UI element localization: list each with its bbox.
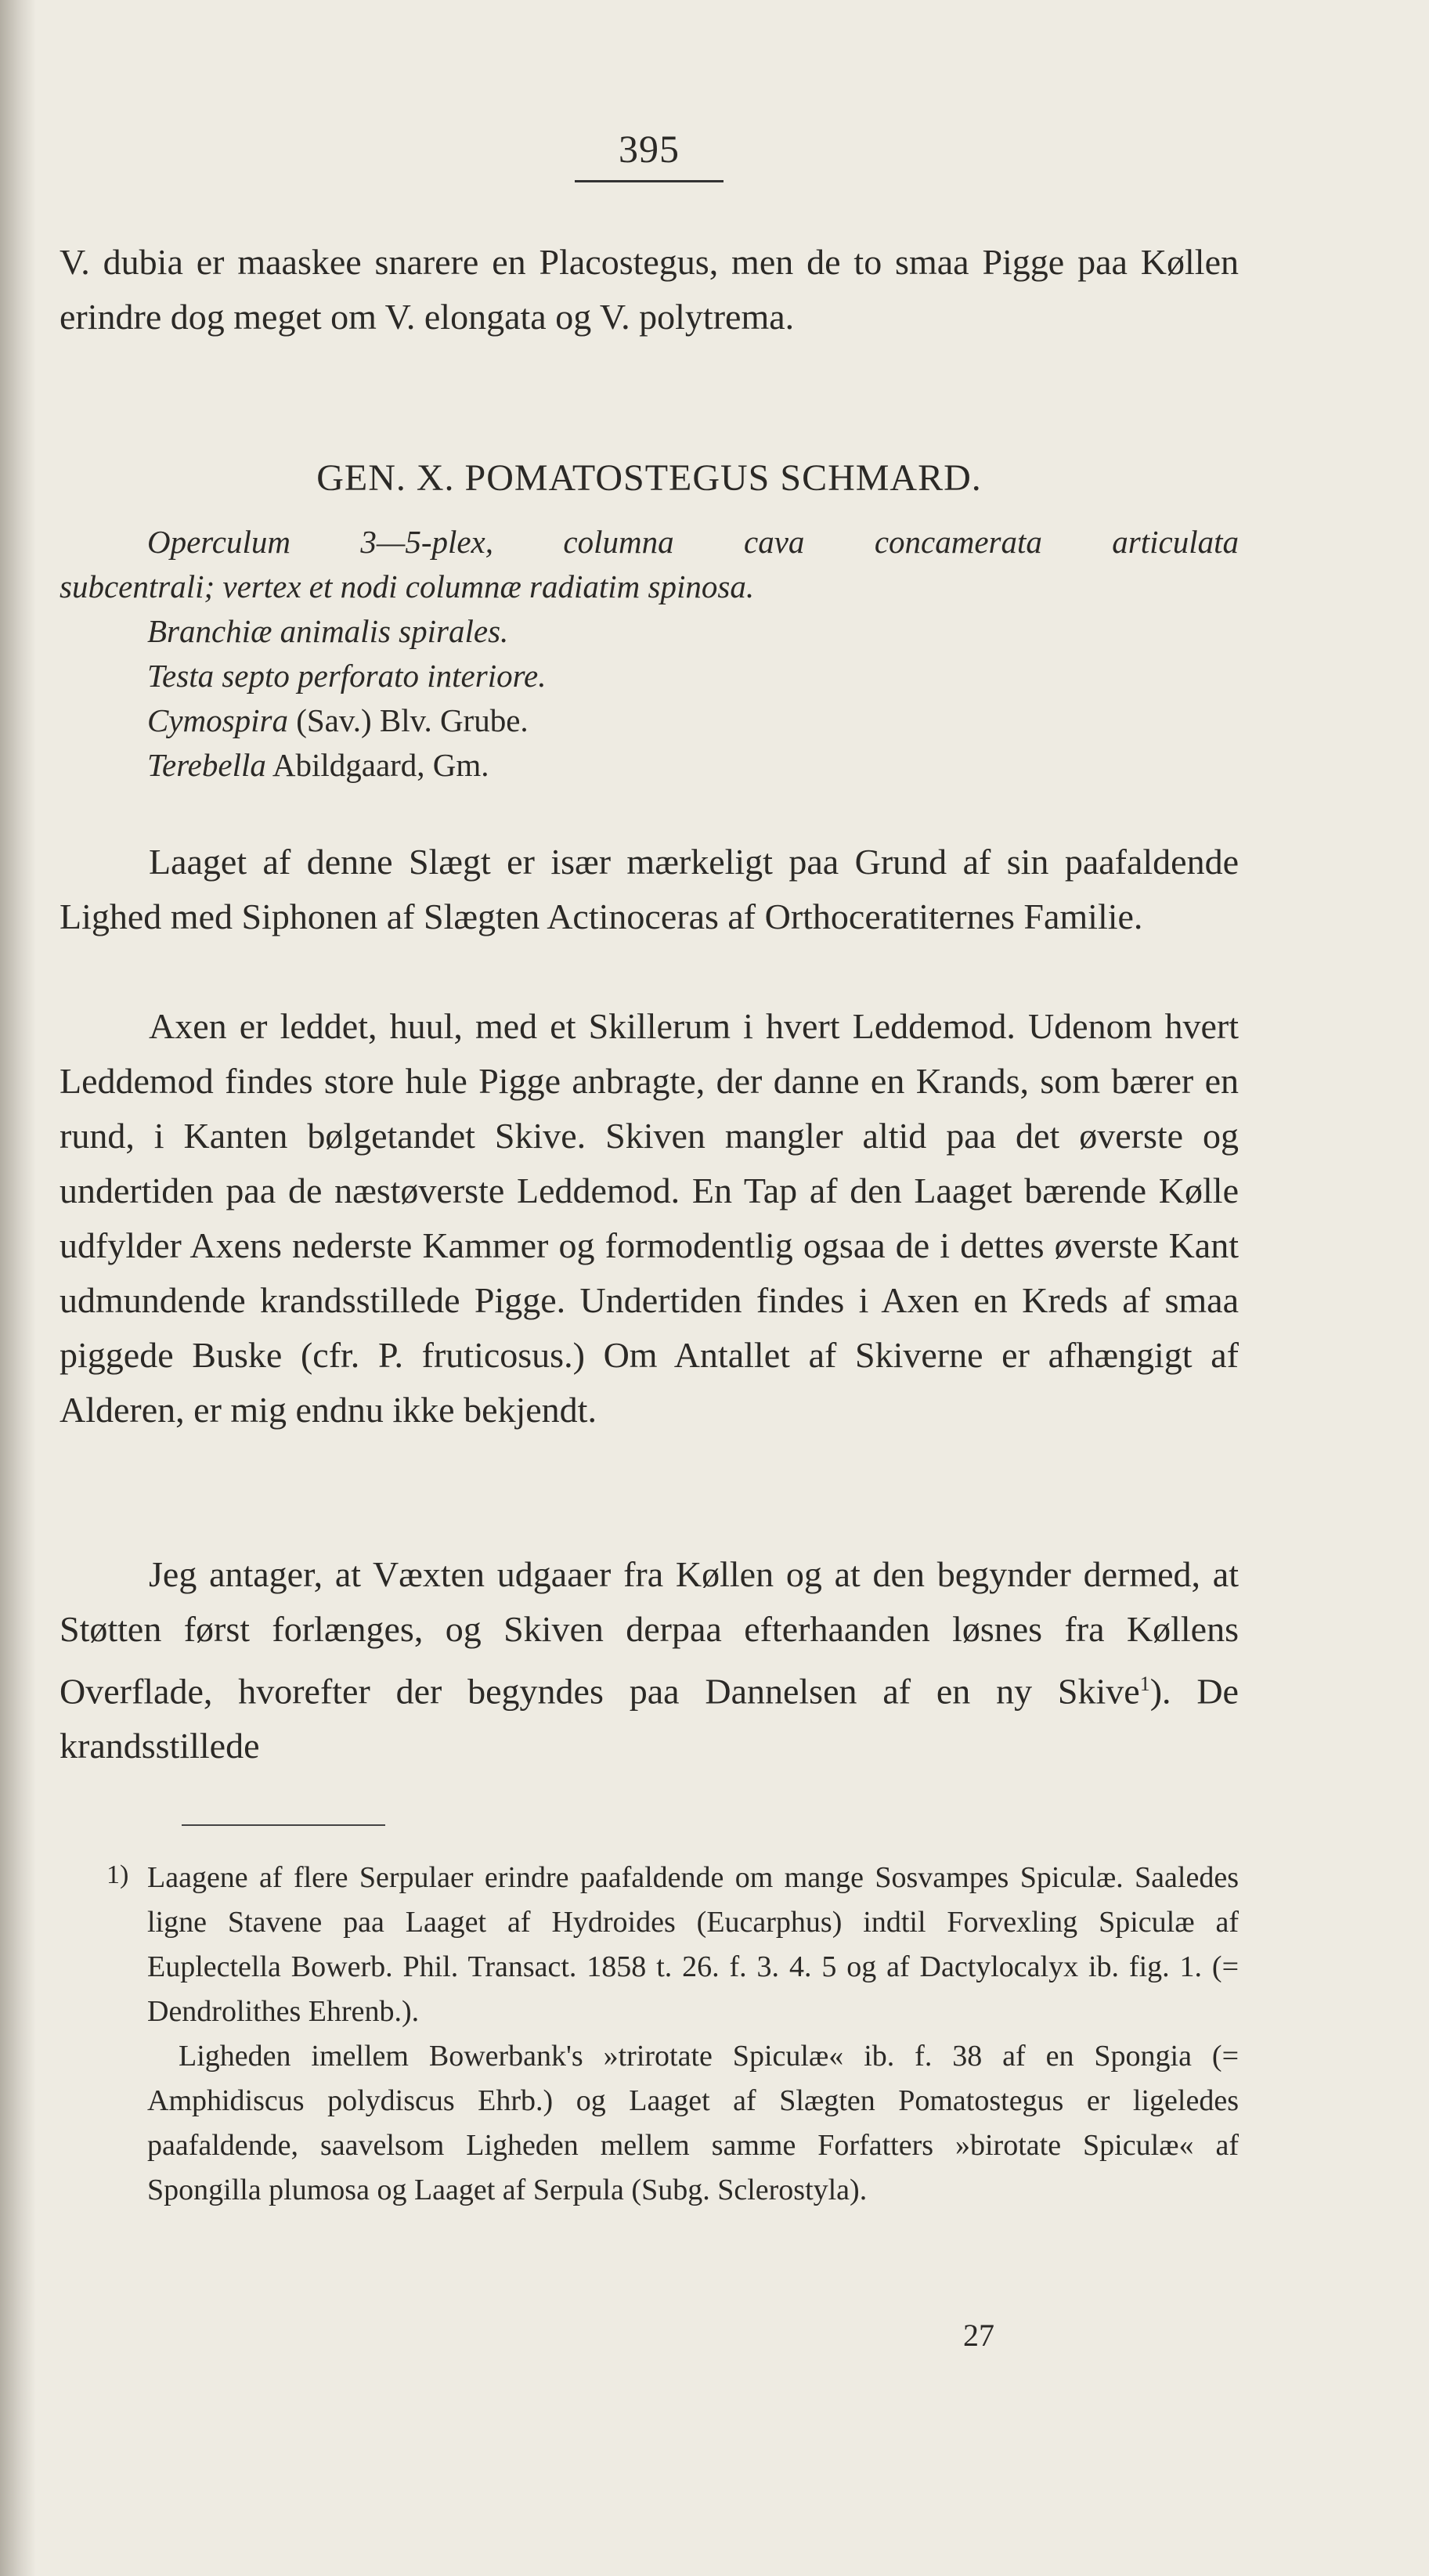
diagnosis-line-1 bbox=[60, 520, 1239, 565]
page-number: 395 bbox=[619, 127, 680, 171]
footnote-separator bbox=[182, 1824, 385, 1826]
genus-heading: GEN. X. POMATOSTEGUS SCHMARD. bbox=[316, 457, 982, 499]
diagnosis-line-6 bbox=[60, 743, 1239, 788]
genus-diagnosis bbox=[60, 520, 1239, 788]
diagnosis-line-4: Testa septo perforato interiore. bbox=[147, 658, 547, 694]
footnote-1-text: Laagene af flere Serpulaer erindre paafaldende om mange Sosvampes Spiculæ. Saaledes ligne Stavene paa Laaget af Hydroides (Eucarphus) indtil Forvexling Spiculæ af Euplectella Bowerb. Phil. Transact. 1858 t. 26. f. 3. 4. 5 og af Dactylocalyx ib. fig. 1. (= Dendrolithes Ehrenb.). bbox=[147, 1861, 1239, 2028]
diagnosis-term-operculum: Operculum bbox=[147, 524, 290, 560]
footnote-1 bbox=[60, 1856, 1239, 2034]
body-paragraph-3-text: Jeg antager, at Væxten udgaaer fra Køllen og at den begynder dermed, at Støtten først forlænges, og Skiven derpaa efterhaanden løsnes fra Køllens Overflade, hvorefter der begyndes paa Dannelsen af en ny Skive bbox=[60, 1554, 1239, 1712]
footnote-marker: 1) bbox=[106, 1860, 129, 1889]
signature-mark: 27 bbox=[963, 2318, 994, 2353]
footnote-reference: 1 bbox=[1139, 1672, 1150, 1695]
body-paragraph-3 bbox=[60, 1547, 1239, 1773]
footnote-1-continuation: Ligheden imellem Bowerbank's »trirotate Spiculæ« ib. f. 38 af en Spongia (= Amphidiscus polydiscus Ehrb.) og Laaget af Slægten Pomatostegus er ligeledes paafaldende, saavelsom Ligheden mellem samme Forfatters »birotate Spiculæ« af Spongilla plumosa og Laaget af Serpula (Subg. Sclerostyla). bbox=[147, 2040, 1239, 2206]
synonym-cymospira: Cymospira bbox=[147, 702, 288, 738]
page-number-underline bbox=[575, 180, 724, 182]
diagnosis-line-3: Branchiæ animalis spirales. bbox=[147, 613, 509, 649]
diagnosis-line-5 bbox=[60, 698, 1239, 743]
intro-paragraph: V. dubia er maaskee snarere en Placostegus, men de to smaa Pigge paa Køllen erindre dog meget om V. elongata og V. polytrema. bbox=[60, 242, 1239, 337]
footnotes bbox=[60, 1856, 1239, 2213]
body-paragraph-2: Axen er leddet, huul, med et Skillerum i hvert Leddemod. Udenom hvert Leddemod findes store hule Pigge anbragte, der danne en Krands, som bærer en rund, i Kanten bølgetandet Skive. Skiven mangler altid paa det øverste og undertiden paa de næstøverste Leddemod. En Tap af den Laaget bærende Kølle udfylder Axens nederste Kammer og formodentlig ogsaa de i dettes øverste Kant udmundende krandsstillede Pigge. Undertiden findes i Axen en Kreds af smaa piggede Buske (cfr. P. fruticosus.) Om Antallet af Skiverne er afhængigt af Alderen, er mig endnu ikke bekjendt. bbox=[60, 1006, 1239, 1430]
body-paragraph-1: Laaget af denne Slægt er især mærkeligt paa Grund af sin paafaldende Lighed med Siphonen af Slægten Actinoceras af Orthoceratiternes Familie. bbox=[60, 842, 1239, 936]
page-spine-shadow bbox=[0, 0, 36, 2576]
body-paragraph-3-end: ). De krandsstillede bbox=[60, 1671, 1239, 1766]
synonym-cymospira-authority: (Sav.) Blv. Grube. bbox=[296, 702, 529, 738]
diagnosis-line-2: subcentrali; vertex et nodi columnæ radiatim spinosa. bbox=[60, 568, 755, 604]
diagnosis-text-1: 3—5-plex, columna cava concamerata articulata bbox=[360, 524, 1239, 560]
synonym-terebella-authority: Abildgaard, Gm. bbox=[272, 747, 489, 783]
synonym-terebella: Terebella bbox=[147, 747, 266, 783]
